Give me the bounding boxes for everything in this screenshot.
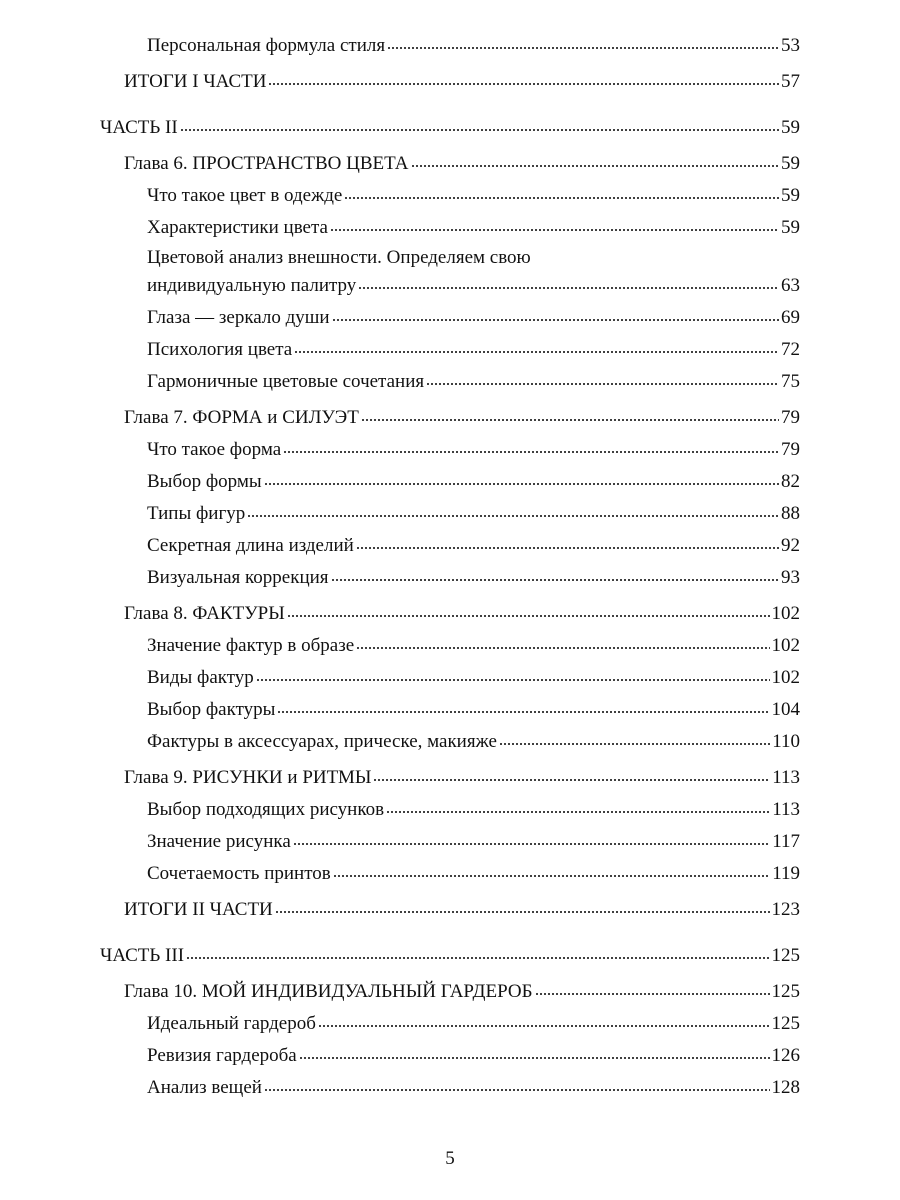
dot-leader xyxy=(318,1024,770,1028)
toc-entry-page-number: 79 xyxy=(781,439,800,460)
toc-entry-page-number: 59 xyxy=(781,185,800,206)
dot-leader xyxy=(186,956,769,960)
toc-entry-page-number: 57 xyxy=(781,71,800,92)
dot-leader xyxy=(256,678,770,682)
toc-entry-page-number: 102 xyxy=(771,603,800,624)
dot-leader xyxy=(247,514,779,518)
toc-entry-title: Что такое форма xyxy=(147,439,282,460)
dot-leader xyxy=(268,82,779,86)
toc-entry-page-number: 102 xyxy=(771,635,800,656)
toc-entry-title: Значение фактур в образе xyxy=(147,635,355,656)
toc-section-entry[interactable] xyxy=(147,698,800,722)
toc-section-entry[interactable] xyxy=(147,666,800,690)
toc-section-entry[interactable] xyxy=(147,502,800,526)
dot-leader xyxy=(287,614,770,618)
dot-leader xyxy=(361,418,779,422)
toc-entry-page-number: 82 xyxy=(781,471,800,492)
toc-entry-page-number: 125 xyxy=(771,945,800,966)
toc-entry-title: Психология цвета xyxy=(147,339,293,360)
toc-entry-page-number: 110 xyxy=(772,731,800,752)
toc-entry-page-number: 104 xyxy=(771,699,800,720)
toc-entry-page-number: 59 xyxy=(781,217,800,238)
toc-entry-page-number: 102 xyxy=(771,667,800,688)
toc-chapter-entry[interactable] xyxy=(124,152,800,176)
toc-entry-page-number: 59 xyxy=(781,117,800,138)
toc-entry-title: Выбор фактуры xyxy=(147,699,276,720)
toc-entry-page-number: 113 xyxy=(772,799,800,820)
dot-leader xyxy=(331,578,779,582)
toc-chapter-entry[interactable] xyxy=(124,980,800,1004)
toc-section-entry[interactable] xyxy=(147,634,800,658)
dot-leader xyxy=(411,164,779,168)
toc-entry-title-line1: Цветовой анализ внешности. Определяем свою xyxy=(147,247,531,268)
toc-section-entry[interactable] xyxy=(147,338,800,362)
toc-section-entry[interactable] xyxy=(147,730,800,754)
dot-leader xyxy=(293,842,770,846)
toc-section-entry[interactable] xyxy=(147,274,800,298)
toc-entry-title: Выбор формы xyxy=(147,471,262,492)
toc-section-entry[interactable] xyxy=(147,216,800,240)
toc-entry-title: Ревизия гардероба xyxy=(147,1045,297,1066)
toc-entry-page-number: 75 xyxy=(781,371,800,392)
toc-entry-page-number: 92 xyxy=(781,535,800,556)
toc-section-entry[interactable] xyxy=(147,798,800,822)
dot-leader xyxy=(358,286,779,290)
toc-entry-title: Глава 9. РИСУНКИ и РИТМЫ xyxy=(124,767,372,788)
toc-part-entry[interactable] xyxy=(100,116,800,140)
dot-leader xyxy=(426,382,779,386)
toc-section-entry[interactable] xyxy=(147,184,800,208)
dot-leader xyxy=(299,1056,770,1060)
toc-entry-title: ЧАСТЬ II xyxy=(100,117,178,138)
toc-entry-title: Секретная длина изделий xyxy=(147,535,354,556)
dot-leader xyxy=(499,742,770,746)
toc-section-entry[interactable] xyxy=(147,470,800,494)
toc-section-entry[interactable] xyxy=(147,306,800,330)
toc-section-entry[interactable] xyxy=(147,1044,800,1068)
toc-entry-title: Глава 6. ПРОСТРАНСТВО ЦВЕТА xyxy=(124,153,409,174)
toc-entry-title: Выбор подходящих рисунков xyxy=(147,799,385,820)
page-number: 5 xyxy=(445,1148,455,1169)
toc-entry-page-number: 63 xyxy=(781,275,800,296)
toc-section-entry[interactable] xyxy=(147,862,800,886)
toc-entry-page-number: 59 xyxy=(781,153,800,174)
dot-leader xyxy=(386,810,770,814)
toc-section-entry[interactable] xyxy=(147,34,800,58)
toc-entry-page-number: 125 xyxy=(771,1013,800,1034)
toc-entry-title: Визуальная коррекция xyxy=(147,567,329,588)
toc-entry-title: ЧАСТЬ III xyxy=(100,945,185,966)
dot-leader xyxy=(333,874,770,878)
toc-chapter-entry[interactable] xyxy=(124,406,800,430)
toc-section-entry[interactable] xyxy=(147,370,800,394)
toc-entry-title: Типы фигур xyxy=(147,503,246,524)
toc-section-entry[interactable] xyxy=(147,566,800,590)
toc-entry-title: Персональная формула стиля xyxy=(147,35,386,56)
dot-leader xyxy=(356,646,769,650)
toc-entry-title: Что такое цвет в одежде xyxy=(147,185,343,206)
toc-entry-page-number: 119 xyxy=(772,863,800,884)
toc-section-entry[interactable] xyxy=(147,830,800,854)
toc-entry-title: Глаза — зеркало души xyxy=(147,307,330,328)
toc-entry-title: Характеристики цвета xyxy=(147,217,328,238)
toc-entry-title: Значение рисунка xyxy=(147,831,291,852)
toc-entry-title: Сочетаемость принтов xyxy=(147,863,331,884)
toc-section-entry[interactable] xyxy=(147,438,800,462)
toc-entry-page-number: 125 xyxy=(771,981,800,1002)
toc-section-entry[interactable] xyxy=(147,1076,800,1100)
dot-leader xyxy=(264,482,779,486)
toc-entry-page-number: 53 xyxy=(781,35,800,56)
toc-entry-page-number: 79 xyxy=(781,407,800,428)
dot-leader xyxy=(373,778,770,782)
toc-section-entry[interactable] xyxy=(147,1012,800,1036)
toc-entry-title: Виды фактур xyxy=(147,667,254,688)
toc-chapter-entry[interactable] xyxy=(124,766,800,790)
toc-entry-page-number: 128 xyxy=(771,1077,800,1098)
toc-entry-page-number: 93 xyxy=(781,567,800,588)
toc-entry-page-number: 72 xyxy=(781,339,800,360)
dot-leader xyxy=(330,228,779,232)
toc-entry-page-number: 113 xyxy=(772,767,800,788)
toc-entry-title: индивидуальную палитру xyxy=(147,275,357,296)
dot-leader xyxy=(535,992,770,996)
toc-entry-page-number: 69 xyxy=(781,307,800,328)
toc-entry-title: Фактуры в аксессуарах, прическе, макияже xyxy=(147,731,497,752)
toc-section-entry[interactable] xyxy=(147,534,800,558)
dot-leader xyxy=(387,46,779,50)
toc-entry-title: Анализ вещей xyxy=(147,1077,262,1098)
toc-part-entry[interactable] xyxy=(100,944,800,968)
dot-leader xyxy=(332,318,779,322)
toc-entry-title: ИТОГИ II ЧАСТИ xyxy=(124,899,273,920)
toc-entry-title: Гармоничные цветовые сочетания xyxy=(147,371,425,392)
dot-leader xyxy=(180,128,779,132)
dot-leader xyxy=(283,450,779,454)
toc-entry-title: Глава 10. МОЙ ИНДИВИДУАЛЬНЫЙ ГАРДЕРОБ xyxy=(124,981,533,1002)
dot-leader xyxy=(356,546,779,550)
toc-entry-page-number: 88 xyxy=(781,503,800,524)
toc-entry-page-number: 123 xyxy=(771,899,800,920)
toc-entry-title: ИТОГИ I ЧАСТИ xyxy=(124,71,267,92)
dot-leader xyxy=(264,1088,770,1092)
dot-leader xyxy=(275,910,770,914)
dot-leader xyxy=(344,196,779,200)
dot-leader xyxy=(277,710,769,714)
toc-chapter-entry[interactable] xyxy=(124,70,800,94)
toc-entry-page-number: 117 xyxy=(772,831,800,852)
toc-entry-page-number: 126 xyxy=(771,1045,800,1066)
toc-entry-title: Идеальный гардероб xyxy=(147,1013,316,1034)
dot-leader xyxy=(294,350,779,354)
toc-entry-title: Глава 8. ФАКТУРЫ xyxy=(124,603,285,624)
toc-chapter-entry[interactable] xyxy=(124,602,800,626)
toc-chapter-entry[interactable] xyxy=(124,898,800,922)
toc-entry-title: Глава 7. ФОРМА и СИЛУЭТ xyxy=(124,407,359,428)
